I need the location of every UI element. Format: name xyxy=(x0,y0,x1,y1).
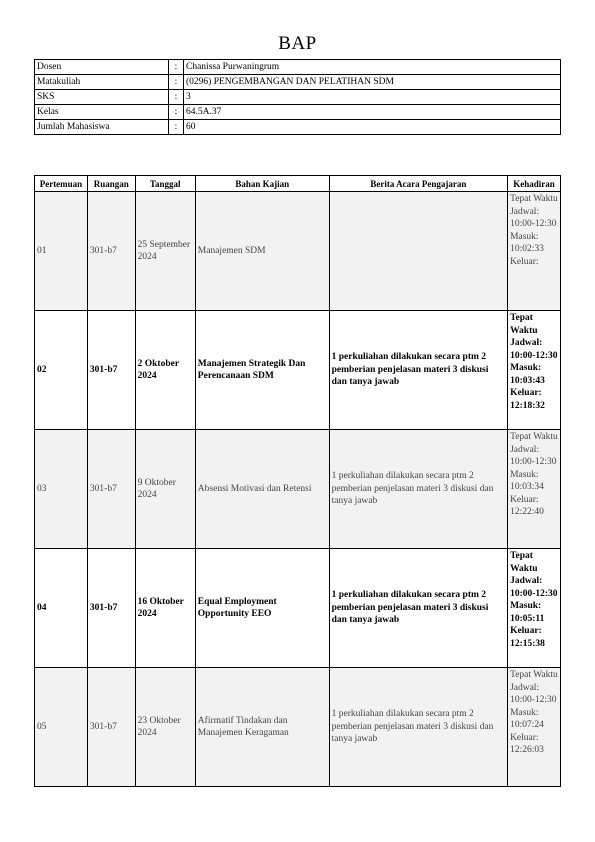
cell-kehadiran: Tepat Waktu Jadwal: 10:00-12:30 Masuk: 10:07:24 Keluar: 12:26:03 xyxy=(508,668,561,787)
info-row-kelas xyxy=(35,105,561,120)
info-label: Matakuliah xyxy=(35,75,169,90)
info-value: 64.5A.37 xyxy=(184,105,561,120)
cell-pertemuan: 03 xyxy=(35,430,88,549)
info-separator: : xyxy=(169,90,184,105)
header-ruangan: Ruangan xyxy=(87,176,135,192)
header-berita-acara: Berita Acara Pengajaran xyxy=(329,176,507,192)
header-kehadiran: Kehadiran xyxy=(508,176,561,192)
page-title: BAP xyxy=(278,33,317,54)
cell-berita-acara xyxy=(329,192,507,311)
info-separator: : xyxy=(169,60,184,75)
table-row xyxy=(35,549,561,668)
info-value: 3 xyxy=(184,90,561,105)
info-separator: : xyxy=(169,105,184,120)
info-label: Jumlah Mahasiswa xyxy=(35,120,169,135)
cell-berita-acara: 1 perkuliahan dilakukan secara ptm 2 pemberian penjelasan materi 3 diskusi dan tanya jawab xyxy=(329,430,507,549)
table-header-row xyxy=(35,176,561,192)
info-label: SKS xyxy=(35,90,169,105)
attendance-table xyxy=(34,175,561,787)
cell-tanggal: 2 Oktober 2024 xyxy=(135,311,195,430)
info-label: Kelas xyxy=(35,105,169,120)
info-value: (0296) PENGEMBANGAN DAN PELATIHAN SDM xyxy=(184,75,561,90)
cell-pertemuan: 05 xyxy=(35,668,88,787)
cell-tanggal: 25 September 2024 xyxy=(135,192,195,311)
cell-bahan-kajian: Afirmatif Tindakan dan Manajemen Keragaman xyxy=(195,668,329,787)
cell-tanggal: 9 Oktober 2024 xyxy=(135,430,195,549)
info-label: Dosen xyxy=(35,60,169,75)
cell-pertemuan: 02 xyxy=(35,311,88,430)
cell-tanggal: 23 Oktober 2024 xyxy=(135,668,195,787)
cell-kehadiran: Tepat Waktu Jadwal: 10:00-12:30 Masuk: 10:05:11 Keluar: 12:15:38 xyxy=(508,549,561,668)
info-value: 60 xyxy=(184,120,561,135)
info-separator: : xyxy=(169,75,184,90)
info-value: Chanissa Purwaningrum xyxy=(184,60,561,75)
cell-ruangan: 301-b7 xyxy=(87,549,135,668)
header-tanggal: Tanggal xyxy=(135,176,195,192)
table-row xyxy=(35,430,561,549)
cell-berita-acara: 1 perkuliahan dilakukan secara ptm 2 pemberian penjelasan materi 3 diskusi dan tanya jawab xyxy=(329,549,507,668)
cell-bahan-kajian: Absensi Motivasi dan Retensi xyxy=(195,430,329,549)
cell-berita-acara: 1 perkuliahan dilakukan secara ptm 2 pemberian penjelasan materi 3 diskusi dan tanya jawab xyxy=(329,668,507,787)
cell-bahan-kajian: Manajemen Strategik Dan Perencanaan SDM xyxy=(195,311,329,430)
cell-pertemuan: 01 xyxy=(35,192,88,311)
table-row xyxy=(35,668,561,787)
cell-pertemuan: 04 xyxy=(35,549,88,668)
cell-tanggal: 16 Oktober 2024 xyxy=(135,549,195,668)
cell-ruangan: 301-b7 xyxy=(87,668,135,787)
cell-kehadiran: Tepat Waktu Jadwal: 10:00-12:30 Masuk: 10:03:34 Keluar: 12:22:40 xyxy=(508,430,561,549)
info-row-jumlah-mahasiswa xyxy=(35,120,561,135)
info-row-matakuliah xyxy=(35,75,561,90)
cell-kehadiran: Tepat Waktu Jadwal: 10:00-12:30 Masuk: 10:03:43 Keluar: 12:18:32 xyxy=(508,311,561,430)
table-row xyxy=(35,192,561,311)
header-bahan-kajian: Bahan Kajian xyxy=(195,176,329,192)
cell-ruangan: 301-b7 xyxy=(87,311,135,430)
cell-bahan-kajian: Equal Employment Opportunity EEO xyxy=(195,549,329,668)
cell-ruangan: 301-b7 xyxy=(87,192,135,311)
course-info-table xyxy=(34,59,561,135)
cell-berita-acara: 1 perkuliahan dilakukan secara ptm 2 pemberian penjelasan materi 3 diskusi dan tanya jawab xyxy=(329,311,507,430)
info-row-sks xyxy=(35,90,561,105)
header-pertemuan: Pertemuan xyxy=(35,176,88,192)
cell-ruangan: 301-b7 xyxy=(87,430,135,549)
table-row xyxy=(35,311,561,430)
info-row-dosen xyxy=(35,60,561,75)
cell-kehadiran: Tepat Waktu Jadwal: 10:00-12:30 Masuk: 10:02:33 Keluar: xyxy=(508,192,561,311)
cell-bahan-kajian: Manajemen SDM xyxy=(195,192,329,311)
info-separator: : xyxy=(169,120,184,135)
